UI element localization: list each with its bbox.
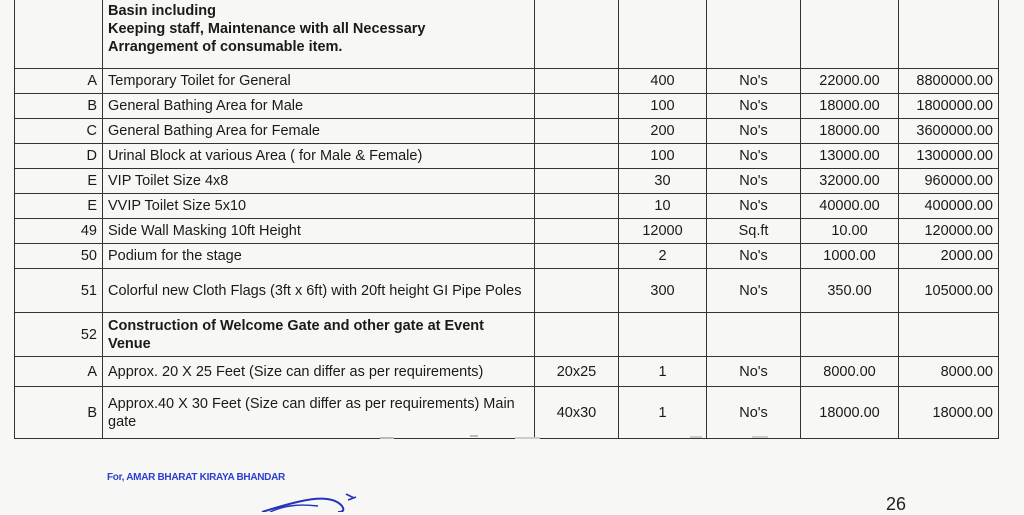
amount-cell: 105000.00 — [899, 269, 999, 313]
quantity-cell: 30 — [619, 169, 707, 194]
unit-cell: No's — [707, 169, 801, 194]
amount-cell: 3600000.00 — [899, 119, 999, 144]
quantity-cell: 100 — [619, 144, 707, 169]
rate-cell: 18000.00 — [801, 119, 899, 144]
rate-cell: 10.00 — [801, 219, 899, 244]
description-cell: VIP Toilet Size 4x8 — [103, 169, 535, 194]
serial-cell: 52 — [15, 313, 103, 357]
quantity-cell: 100 — [619, 94, 707, 119]
quantity-cell: 300 — [619, 269, 707, 313]
intro-line-1: Basin including — [108, 2, 216, 19]
rate-cell: 18000.00 — [801, 387, 899, 439]
rate-cell: 40000.00 — [801, 194, 899, 219]
description-cell: Podium for the stage — [103, 244, 535, 269]
quantity-cell: 2 — [619, 244, 707, 269]
amount-cell: 120000.00 — [899, 219, 999, 244]
rate-cell: 1000.00 — [801, 244, 899, 269]
unit-cell: No's — [707, 244, 801, 269]
unit-cell: No's — [707, 69, 801, 94]
serial-cell: D — [15, 144, 103, 169]
size-cell: 20x25 — [535, 357, 619, 387]
amount-cell: 1300000.00 — [899, 144, 999, 169]
unit-cell: No's — [707, 387, 801, 439]
unit-cell: No's — [707, 357, 801, 387]
unit-cell: No's — [707, 269, 801, 313]
serial-cell: 50 — [15, 244, 103, 269]
quantity-cell: 10 — [619, 194, 707, 219]
quantity-cell: 12000 — [619, 219, 707, 244]
serial-cell: A — [15, 357, 103, 387]
amount-cell: 2000.00 — [899, 244, 999, 269]
serial-cell: E — [15, 194, 103, 219]
serial-cell: 49 — [15, 219, 103, 244]
amount-cell: 8800000.00 — [899, 69, 999, 94]
description-cell: VVIP Toilet Size 5x10 — [103, 194, 535, 219]
amount-cell: 400000.00 — [899, 194, 999, 219]
serial-cell: A — [15, 69, 103, 94]
size-cell: 40x30 — [535, 387, 619, 439]
description-cell: Temporary Toilet for General — [103, 69, 535, 94]
serial-cell: 51 — [15, 269, 103, 313]
quantity-cell: 400 — [619, 69, 707, 94]
description-cell: General Bathing Area for Female — [103, 119, 535, 144]
amount-cell: 18000.00 — [899, 387, 999, 439]
serial-cell: E — [15, 169, 103, 194]
description-cell: Colorful new Cloth Flags (3ft x 6ft) with 20ft height GI Pipe Poles — [103, 269, 535, 313]
intro-line-3: Arrangement of consumable item. — [108, 38, 343, 55]
amount-cell: 960000.00 — [899, 169, 999, 194]
quantity-cell: 200 — [619, 119, 707, 144]
unit-cell: No's — [707, 94, 801, 119]
company-stamp: For, AMAR BHARAT KIRAYA BHANDAR — [107, 472, 285, 483]
unit-cell: No's — [707, 144, 801, 169]
amount-cell: 8000.00 — [899, 357, 999, 387]
page-number: 26 — [886, 494, 907, 514]
rate-cell: 18000.00 — [801, 94, 899, 119]
description-cell: Approx.40 X 30 Feet (Size can differ as per requirements) Main gate — [103, 387, 535, 439]
unit-cell: Sq.ft — [707, 219, 801, 244]
rate-cell: 350.00 — [801, 269, 899, 313]
serial-cell: B — [15, 94, 103, 119]
amount-cell: 1800000.00 — [899, 94, 999, 119]
serial-cell: B — [15, 387, 103, 439]
rate-cell: 22000.00 — [801, 69, 899, 94]
description-cell: Approx. 20 X 25 Feet (Size can differ as per requirements) — [103, 357, 535, 387]
description-cell: Construction of Welcome Gate and other gate at Event Venue — [103, 313, 535, 357]
unit-cell: No's — [707, 194, 801, 219]
description-cell: Urinal Block at various Area ( for Male & Female) — [103, 144, 535, 169]
rate-cell: 32000.00 — [801, 169, 899, 194]
unit-cell: No's — [707, 119, 801, 144]
intro-line-2: Keeping staff, Maintenance with all Necessary — [108, 20, 426, 37]
rate-cell: 8000.00 — [801, 357, 899, 387]
rate-cell: 13000.00 — [801, 144, 899, 169]
serial-cell: C — [15, 119, 103, 144]
quantity-cell: 1 — [619, 387, 707, 439]
quantity-cell: 1 — [619, 357, 707, 387]
description-cell: General Bathing Area for Male — [103, 94, 535, 119]
description-cell: Side Wall Masking 10ft Height — [103, 219, 535, 244]
